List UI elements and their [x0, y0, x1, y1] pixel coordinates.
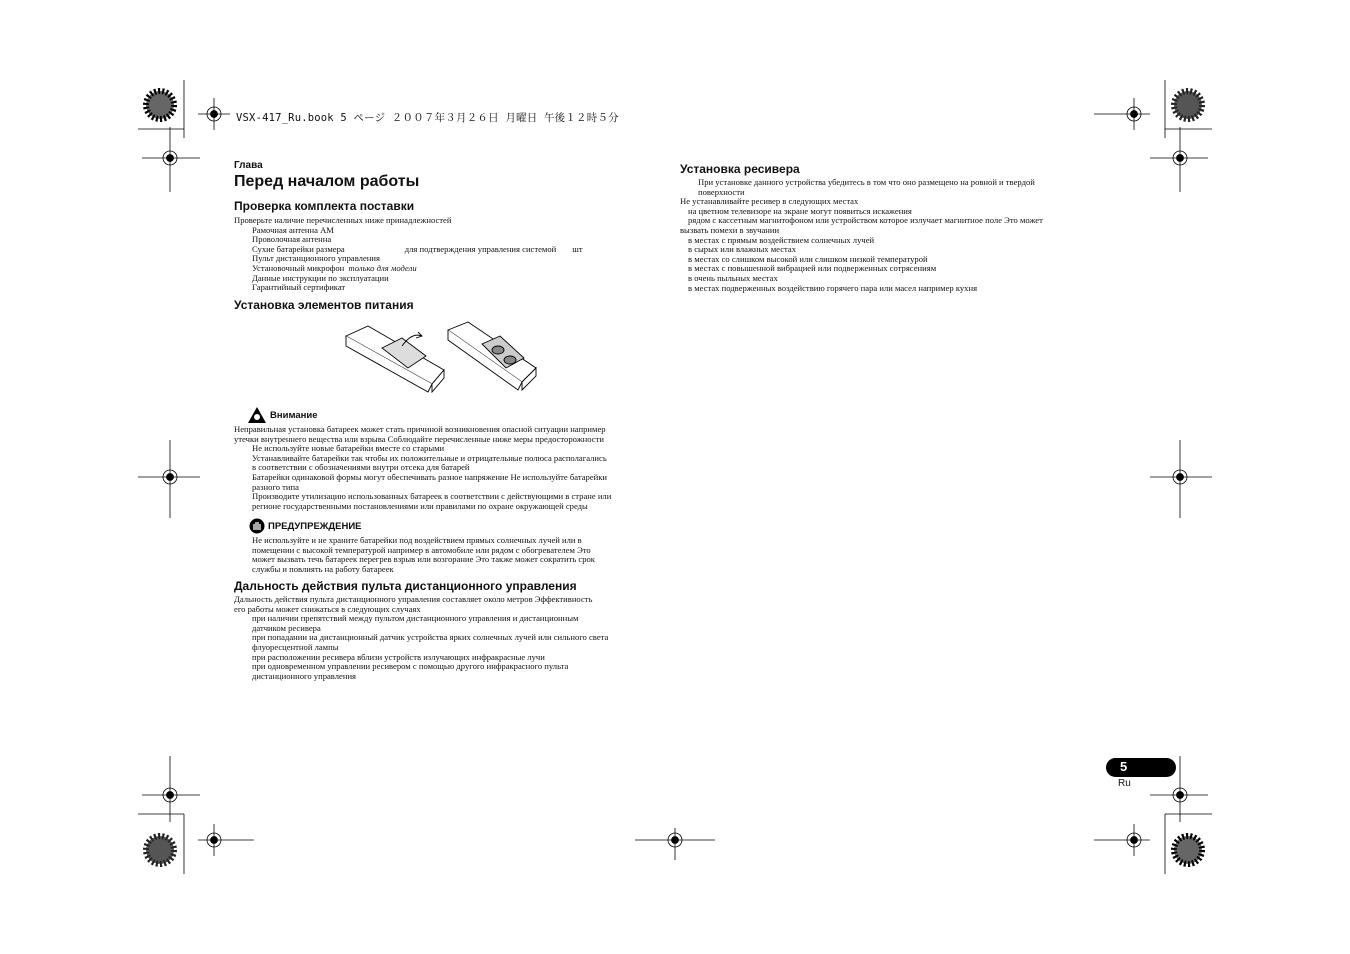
- caution-item: Батарейки одинаковой формы могут обеспечивать разное напряжение Не используйте батарейки: [252, 471, 608, 482]
- caution-line: Неправильная установка батареек может стать причиной возникновения опасной ситуации например: [234, 424, 606, 434]
- section-title-installation: Установка ресивера: [680, 162, 800, 176]
- remote-battery-illustration: [340, 320, 540, 400]
- installation-item: в местах подверженных воздействию горячего пара или масел например кухня: [688, 282, 978, 293]
- book-header-line: VSX-417_Ru.book 5 ページ ２００７年３月２６日 月曜日 午後１２時５分: [236, 112, 619, 124]
- page-number: 5: [1120, 759, 1128, 774]
- contents-item: Рамочная антенна AM: [252, 224, 334, 235]
- chapter-label: Глава: [234, 160, 263, 171]
- range-item: дистанционного управления: [252, 670, 357, 681]
- warning-line: службы и повлиять на работу батареек: [252, 563, 394, 574]
- caution-item: в соответствии с обозначениями внутри отсека для батарей: [252, 462, 470, 473]
- section-title-remote-range: Дальность действия пульта дистанционного управления: [234, 579, 577, 593]
- section-contents-body: [234, 216, 583, 293]
- caution-label: Внимание: [270, 410, 318, 421]
- warning-line: Не используйте и не храните батарейки под воздействием прямых солнечных лучей или в: [252, 535, 582, 545]
- page-language: Ru: [1118, 778, 1131, 789]
- installation-line: Не устанавливайте ресивер в следующих местах: [680, 196, 859, 207]
- warning-line: помещении с высокой температурой например в автомобиле или рядом с обогревателем Это: [252, 544, 591, 555]
- range-intro-line: его работы может снижаться в следующих случаях: [234, 603, 421, 614]
- range-intro-line: Дальность действия пульта дистанционного управления составляет около метров Эффективность: [234, 594, 593, 604]
- installation-item: в сырых или влажных местах: [688, 244, 797, 255]
- caution-item: регионе государственными постановлениями или правилами по охране окружающей среды: [252, 500, 588, 511]
- installation-item: в местах с прямым воздействием солнечных лучей: [688, 234, 875, 245]
- warning-body: [252, 536, 595, 574]
- caution-triangle-icon: [247, 406, 267, 424]
- range-item: датчиком ресивера: [252, 622, 321, 633]
- warning-hand-icon: [249, 518, 265, 534]
- installation-body: [680, 178, 1043, 293]
- page-number-badge: [1106, 758, 1176, 777]
- remote-range-body: [234, 595, 608, 681]
- contents-item: Гарантийный сертификат: [252, 282, 346, 293]
- installation-line: поверхности: [698, 186, 745, 197]
- range-item: при одновременном управлении ресивером с помощью другого инфракрасного пульта: [252, 661, 569, 672]
- caution-line: утечки внутреннего вещества или взрыва Соблюдайте перечисленные ниже меры предосторожности: [234, 433, 604, 444]
- range-item: при попадании на дистанционный датчик устройства ярких солнечных лучей или сильного света: [252, 632, 609, 643]
- installation-item: на цветном телевизоре на экране могут появиться искажения: [688, 205, 912, 216]
- section-title-contents: Проверка комплекта поставки: [234, 199, 415, 213]
- contents-item-microphone: Установочный микрофон только для модели: [252, 262, 417, 273]
- chapter-title: Перед началом работы: [234, 173, 420, 190]
- contents-item: Проволочная антенна: [252, 234, 332, 245]
- installation-item: в местах со слишком высокой или слишком низкой температурой: [688, 253, 928, 264]
- installation-item: рядом с кассетным магнитофоном или устройством которое излучает магнитное поле Это может: [688, 215, 1043, 226]
- caution-item: Производите утилизацию использованных батареек в соответствии с действующими в стране или: [252, 491, 612, 502]
- contents-item: Данные инструкции по эксплуатации: [252, 272, 389, 283]
- installation-item: в местах с повышенной вибрацией или подверженных сотрясениям: [688, 263, 937, 274]
- section-title-batteries: Установка элементов питания: [234, 298, 414, 312]
- installation-line: При установке данного устройства убедитесь в том что оно размещено на ровной и твердой: [698, 177, 1035, 187]
- range-item: при расположении ресивера вблизи устройств излучающих инфракрасные лучи: [252, 651, 545, 662]
- warning-line: может вызвать течь батареек перегрев взрыв или возгорание Это также может сократить срок: [252, 554, 595, 565]
- caution-item: Не используйте новые батарейки вместе со старыми: [252, 443, 445, 454]
- caution-item: разного типа: [252, 481, 299, 492]
- range-item: при наличии препятствий между пультом дистанционного управления и дистанционным: [252, 613, 579, 624]
- caution-body: [234, 425, 611, 511]
- contents-item-batteries: Сухие батарейки размера для подтверждения управления системой шт: [252, 243, 583, 254]
- range-item: флуоресцентной лампы: [252, 641, 339, 652]
- warning-label: ПРЕДУПРЕЖДЕНИЕ: [268, 521, 362, 532]
- caution-item: Устанавливайте батарейки так чтобы их положительные и отрицательные полюса располагались: [252, 452, 607, 463]
- installation-item: в очень пыльных местах: [688, 272, 778, 283]
- installation-line: вызвать помехи в звучании: [680, 224, 780, 235]
- contents-intro: Проверьте наличие перечисленных ниже принадлежностей: [234, 215, 452, 225]
- contents-item: Пульт дистанционного управления: [252, 253, 380, 264]
